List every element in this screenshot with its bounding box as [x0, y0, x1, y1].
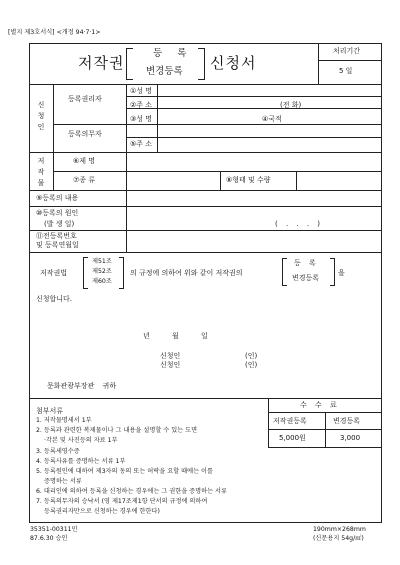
- title-option-register: 등 록: [153, 48, 193, 59]
- items-rule2: [29, 230, 382, 231]
- footer-date: 87.6.30 승인: [30, 535, 68, 542]
- cause-label: ⑩등록의 원인: [36, 209, 79, 217]
- work-kind-label: ⑦종 류: [73, 176, 96, 184]
- frame-top: [29, 43, 382, 44]
- fees-value-change: 3,000: [340, 434, 361, 442]
- footer-code: 35351-00311민: [30, 526, 78, 533]
- cause-date: ( . . . ): [275, 220, 324, 228]
- applicant-sign-1: 신청인: [160, 352, 181, 360]
- work-form-label: ⑧형태 및 수량: [226, 176, 271, 184]
- items-rule3: [29, 252, 382, 253]
- statement-rule: [29, 398, 382, 399]
- fees-left: [268, 398, 269, 448]
- applicant-divider2: [53, 84, 54, 152]
- phone-label: (전 화): [280, 101, 302, 109]
- fees-heading: 수 수 료: [300, 401, 337, 409]
- row-rule0: [126, 96, 382, 97]
- attachment-6: 6. 대리인에 의하여 등록을 신청하는 경우에는 그 권한을 증명하는 서류: [36, 488, 227, 495]
- period-value: 5 일: [339, 67, 353, 75]
- row-rule5: [29, 152, 382, 153]
- title-bracket-left: [126, 48, 133, 80]
- fees-value-register: 5,000원: [279, 434, 306, 442]
- fees-rule3: [268, 447, 382, 448]
- statement-bracket-left-2: [282, 258, 287, 286]
- row-rule1: [126, 108, 382, 109]
- attachment-5-cont: 증명하는 서류: [44, 478, 82, 485]
- obligor-label: 등록의무자: [68, 130, 102, 138]
- row-rule3: [53, 124, 126, 125]
- prev-number-sub-label: 및 등록연월일: [36, 241, 79, 249]
- attachment-2: 2. 등록과 관련한 복제물이나 그 내용을 설명할 수 있는 도면: [36, 427, 198, 434]
- statement-article-60: 제60조: [92, 278, 112, 285]
- address-label-2: ⑤주 소: [130, 140, 153, 148]
- attachment-1: 1. 저작물명세서 1부: [36, 417, 92, 424]
- fees-rule2: [268, 429, 382, 430]
- addressee: 문화관광부장관 귀하: [47, 382, 117, 390]
- period-rule: [318, 60, 381, 61]
- title-rule: [29, 84, 382, 85]
- footer-paper: (신문용지 54g/㎡): [313, 535, 364, 542]
- title-left: 저작권: [78, 54, 125, 72]
- work-rule2: [29, 190, 382, 191]
- title-option-change: 변경등록: [146, 66, 183, 77]
- statement-article-52: 제52조: [92, 268, 112, 275]
- row-rule4: [126, 137, 382, 138]
- statement-middle: 의 규정에 의하여 위와 같이 저작권의: [130, 269, 243, 277]
- attachment-5: 5. 등록원인에 대하여 제3자의 동의 또는 허락을 요할 때에는 이를: [36, 468, 213, 475]
- period-divider: [318, 43, 319, 84]
- fees-col-register: 저작권등록: [273, 417, 307, 425]
- form-col: [220, 171, 221, 190]
- title-right: 신청서: [210, 54, 257, 72]
- name-label-2: ③성 명: [130, 115, 153, 123]
- applicant-sign-2: 신청인: [160, 361, 181, 369]
- value-col: [157, 84, 158, 152]
- attachment-3: 3. 등록세영수증: [36, 448, 80, 455]
- row-rule2: [126, 124, 382, 125]
- form-col2: [296, 171, 297, 190]
- name-label: ①성 명: [130, 87, 153, 95]
- frame-right: [381, 43, 382, 523]
- form-number: [별지 제3호서식] <개정 94·7·1>: [8, 29, 101, 36]
- items-rule1: [29, 206, 382, 207]
- work-rule: [53, 171, 382, 172]
- applicant-section-label: 신 청 인: [37, 101, 45, 131]
- applicant-col: [126, 108, 127, 152]
- period-label: 처리기간: [333, 47, 361, 55]
- attachment-7-cont: 등록권리자만으로 신청하는 경우에 한한다): [44, 508, 160, 515]
- applicant-seal-1: (인): [245, 352, 258, 360]
- nationality-label: ④국적: [262, 115, 282, 123]
- statement-line2: 신청합니다.: [36, 295, 73, 303]
- statement-bracket-right: [119, 257, 124, 289]
- statement-bracket-left: [83, 257, 88, 289]
- title-bracket-right: [198, 48, 205, 80]
- registrant-label: 등록권리자: [68, 95, 102, 103]
- attachment-4: 4. 등록사유를 증명하는 서류 1부: [36, 458, 126, 465]
- cause-sub-label: (발 생 일): [44, 220, 75, 228]
- application-date: 년 월 일: [143, 332, 208, 340]
- statement-law: 저작권법: [40, 269, 68, 277]
- statement-article-51: 제51조: [92, 258, 112, 265]
- fees-col-change: 변경등록: [333, 417, 361, 425]
- frame-bottom: [29, 522, 382, 523]
- fees-mid: [325, 412, 326, 448]
- work-title-label: ⑥제 명: [73, 157, 96, 165]
- content-label: ⑨등록의 내용: [36, 194, 79, 202]
- fees-rule1: [268, 412, 382, 413]
- footer-size: 190mm×268mm: [313, 526, 366, 533]
- address-label: ②주 소: [130, 101, 153, 109]
- statement-bracket-right-2: [330, 258, 335, 286]
- statement-option-change: 변경등록: [292, 274, 320, 282]
- applicant-seal-2: (인): [245, 361, 258, 369]
- work-section-label: 저 작 물: [37, 157, 45, 187]
- statement-option-register: 등 록: [294, 259, 319, 267]
- attachment-7: 7. 등록의무자의 승낙서 (영 제17조제1항 단서의 규정에 의하여: [36, 498, 208, 505]
- frame-left: [29, 43, 30, 523]
- items-col: [126, 190, 127, 252]
- prev-number-label: ⑪전등록번호: [36, 232, 77, 240]
- attachments-heading: 첨부서류: [36, 407, 64, 415]
- statement-end: 을: [338, 269, 345, 277]
- attachment-2-cont: ·각본 및 사진등의 자료 1부: [44, 437, 118, 444]
